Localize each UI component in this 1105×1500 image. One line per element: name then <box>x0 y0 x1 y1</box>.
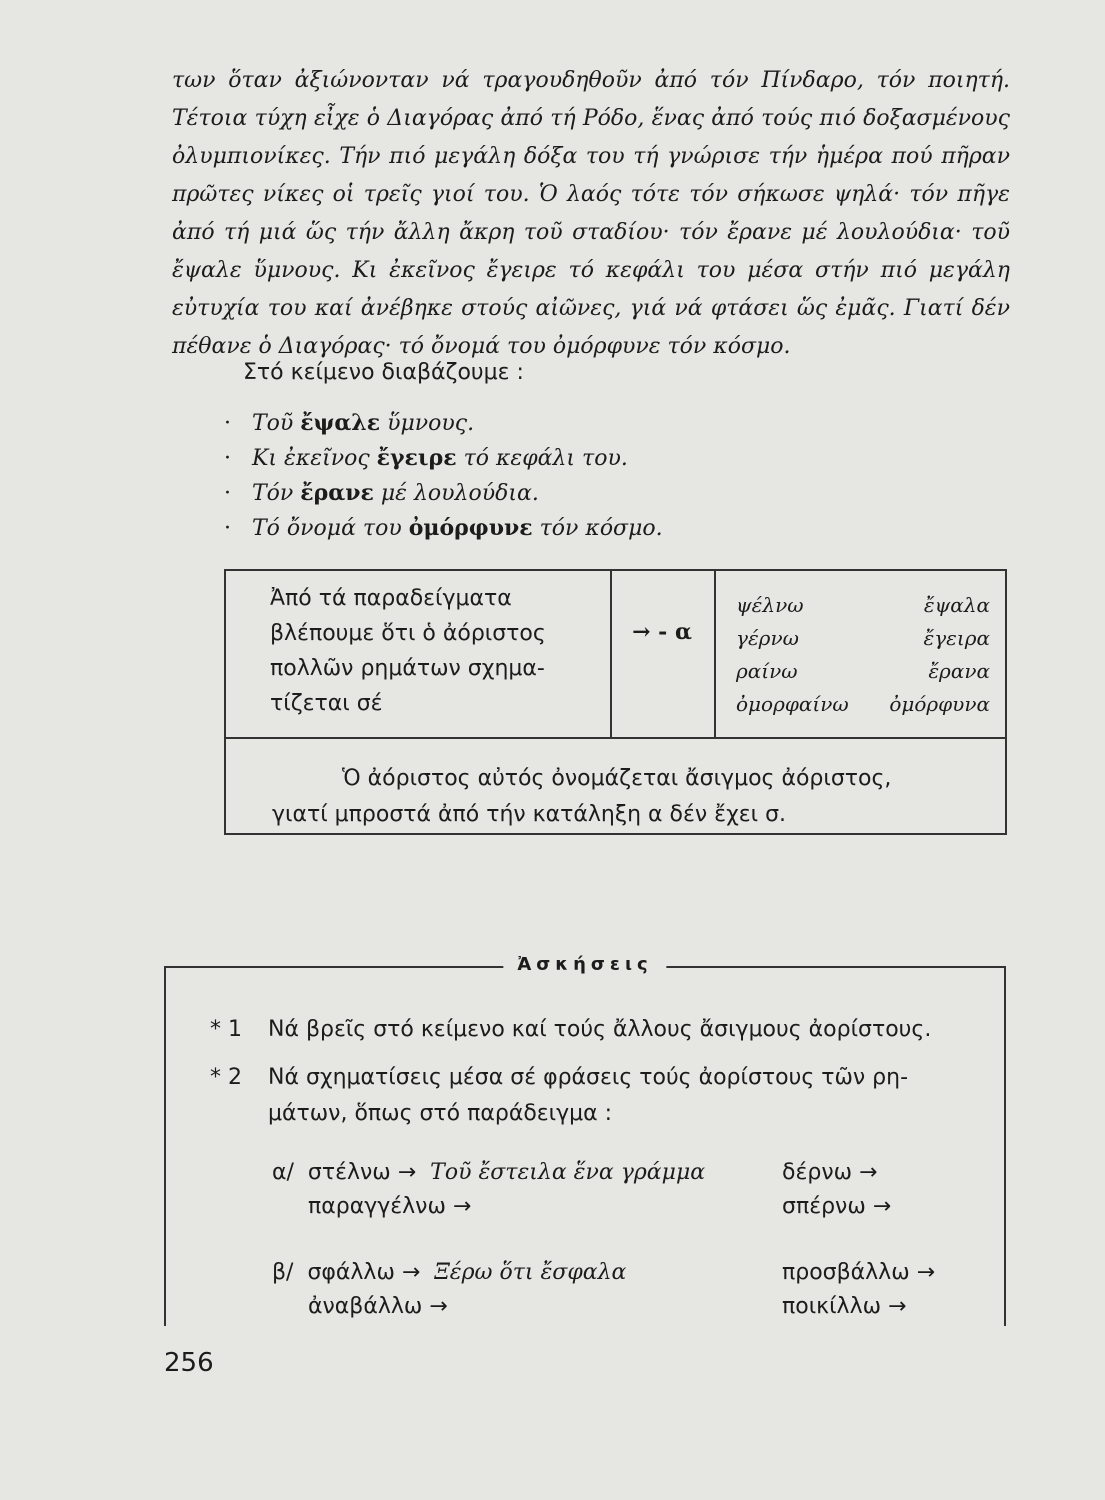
drill-b-row2 <box>308 1290 448 1323</box>
example-text: Κι ἐκεῖνος <box>252 446 377 471</box>
example-verb: ἔψαλε <box>300 410 381 436</box>
example-sentences <box>224 406 663 546</box>
divider <box>610 571 612 737</box>
verb-aorist: ἔγειρα <box>923 626 990 650</box>
drill-example: Ξέρω ὅτι ἔσφαλα <box>434 1260 627 1285</box>
exercise-item <box>210 1060 970 1132</box>
example-verb: ἔγειρε <box>376 445 457 471</box>
exercise-text: Νά σχηματίσεις μέσα σέ φράσεις τούς ἀορίστους τῶν ρη- <box>268 1065 909 1090</box>
exercise-number: * 2 <box>210 1065 242 1090</box>
example-text: ὕμνους. <box>380 411 475 436</box>
rule-ending: → - α <box>632 619 692 645</box>
prose-line: πρῶτες νίκες οἱ τρεῖς γιοί του. Ὁ λαός τότε τόν σήκωσε ψηλά· τόν πῆγε <box>172 182 1010 207</box>
example-sentence <box>224 406 663 441</box>
verb-aorist: ὀμόρφυνα <box>889 692 990 716</box>
prose-paragraph <box>172 62 1010 366</box>
drill-example: Τοῦ ἔστειλα ἕνα γράμμα <box>430 1160 706 1185</box>
drill-verb: ἀναβάλλω → <box>308 1294 448 1319</box>
drill-label: β/ <box>272 1260 294 1285</box>
rule-statement <box>270 581 610 721</box>
drill-b-right1: προσβάλλω → <box>782 1260 936 1285</box>
drill-a-right1: δέρνω → <box>782 1160 878 1185</box>
rule-line: πολλῶν ρημάτων σχημα- <box>270 656 545 681</box>
verb-aorist: ἔψαλα <box>923 593 990 617</box>
drill-b-right2: ποικίλλω → <box>782 1294 907 1319</box>
drill-b-row1 <box>272 1256 626 1289</box>
example-text: Τοῦ <box>252 411 301 436</box>
drill-a-right2: σπέρνω → <box>782 1194 892 1219</box>
prose-line: εὐτυχία του καί ἀνέβηκε στούς αἰῶνες, γιά νά φτάσει ὥς ἐμᾶς. Γιατί δέν <box>172 296 1010 321</box>
prose-line: ἀπό τή μιά ὥς τήν ἄλλη ἄκρη τοῦ σταδίου· τόν ἔρανε μέ λουλούδια· τοῦ <box>172 220 1010 245</box>
example-sentence <box>224 511 663 546</box>
verb-present: ὀμορφαίνω <box>736 692 849 716</box>
rule-line: βλέπουμε ὅτι ὁ ἀόριστος <box>270 621 546 646</box>
exercise-item <box>210 1012 970 1048</box>
drill-verb: στέλνω → <box>307 1160 417 1185</box>
prose-line: των ὅταν ἀξιώνονταν νά τραγουδηθοῦν ἀπό τόν Πίνδαρο, τόν ποιητή. <box>172 68 1010 93</box>
page-number: 256 <box>164 1348 214 1378</box>
exercise-text: μάτων, ὅπως στό παράδειγμα : <box>268 1101 613 1126</box>
examples-intro: Στό κείμενο διαβάζουμε : <box>243 360 524 385</box>
verb-present: ψέλνω <box>736 593 804 617</box>
verb-aorist: ἔρανα <box>928 659 990 683</box>
divider <box>226 737 1005 739</box>
example-verb: ἔρανε <box>300 480 374 506</box>
verb-row <box>716 589 1006 622</box>
rule-line: Ἀπό τά παραδείγματα <box>270 586 512 611</box>
exercises-title: Ἀσκήσεις <box>503 954 666 975</box>
drill-verb: παραγγέλνω → <box>308 1194 472 1219</box>
example-text: Τόν <box>252 481 301 506</box>
exercise-text: Νά βρεῖς στό κείμενο καί τούς ἄλλους ἄσιγμους ἀορίστους. <box>268 1017 932 1042</box>
example-text: μέ λουλούδια. <box>373 481 539 506</box>
bullet: · <box>224 411 231 436</box>
exercises-box <box>164 954 1006 1326</box>
example-text: τό κεφάλι του. <box>456 446 628 471</box>
example-text: Τό ὄνομά του <box>252 516 409 541</box>
prose-line: ὀλυμπιονίκες. Τήν πιό μεγάλη δόξα του τή γνώρισε τήν ἡμέρα πού πῆραν <box>172 144 1010 169</box>
verb-row <box>716 688 1006 721</box>
example-text: τόν κόσμο. <box>532 516 663 541</box>
note-line: Ὁ ἀόριστος αὐτός ὀνομάζεται ἄσιγμος ἀόριστος, <box>342 766 892 791</box>
verb-present: γέρνω <box>736 626 799 650</box>
prose-line: πέθανε ὁ Διαγόρας· τό ὄνομά του ὀμόρφυνε τόν κόσμο. <box>172 334 791 359</box>
verb-table <box>716 589 1006 721</box>
bullet: · <box>224 446 231 471</box>
rule-note <box>272 761 1002 833</box>
example-sentence <box>224 476 663 511</box>
grammar-rule-box <box>224 569 1007 835</box>
drill-a-row2 <box>308 1190 471 1223</box>
exercise-number: * 1 <box>210 1017 242 1042</box>
example-sentence <box>224 441 663 476</box>
example-verb: ὀμόρφυνε <box>408 515 533 541</box>
drill-a-row1 <box>272 1156 705 1189</box>
rule-line: τίζεται σέ <box>270 691 383 716</box>
drill-verb: σφάλλω → <box>307 1260 421 1285</box>
prose-line: ἔψαλε ὕμνους. Κι ἐκεῖνος ἔγειρε τό κεφάλι του μέσα στήν πιό μεγάλη <box>172 258 1010 283</box>
verb-present: ραίνω <box>736 659 798 683</box>
verb-row <box>716 622 1006 655</box>
drill-label: α/ <box>272 1160 294 1185</box>
bullet: · <box>224 481 231 506</box>
bullet: · <box>224 516 231 541</box>
verb-row <box>716 655 1006 688</box>
note-line: γιατί μπροστά ἀπό τήν κατάληξη α δέν ἔχει σ. <box>272 802 787 827</box>
prose-line: Τέτοια τύχη εἶχε ὁ Διαγόρας ἀπό τή Ρόδο, ἕνας ἀπό τούς πιό δοξασμένους <box>172 106 1010 131</box>
